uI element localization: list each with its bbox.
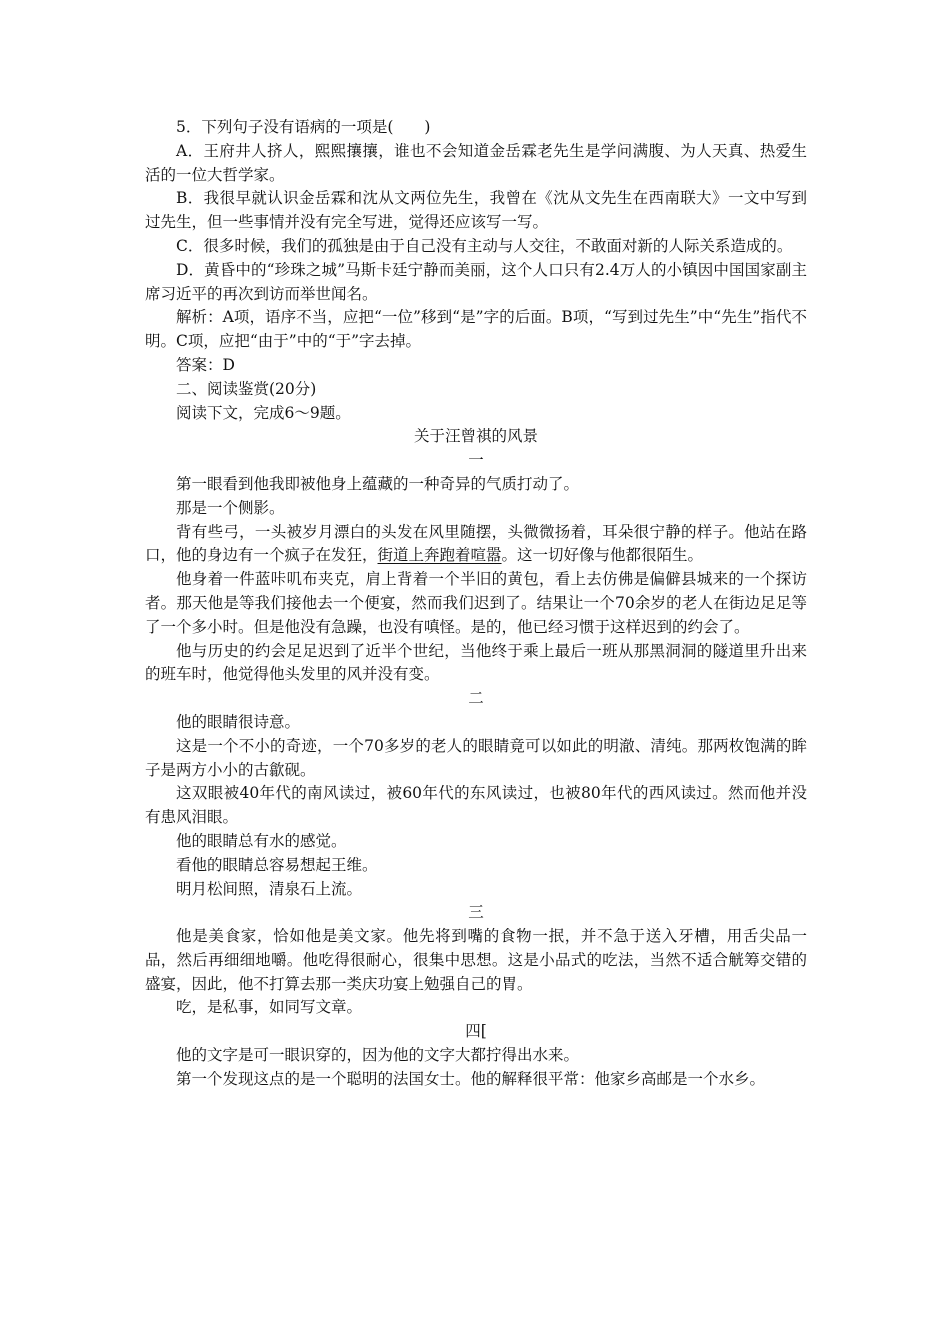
paragraph: 他的眼睛很诗意。 bbox=[176, 712, 301, 731]
question-5-analysis: 解析：A项，语序不当，应把“一位”移到“是”字的后面。B项，“写到过先生”中“先生”指代不明。C项，应把“由于”中的“于”字去掉。 bbox=[145, 308, 807, 351]
paragraph: 这双眼被40年代的南风读过，被60年代的东风读过，也被80年代的西风读过。然而他并没有患风泪眼。 bbox=[145, 784, 807, 827]
part-number: 二 bbox=[468, 689, 484, 708]
paragraph: 第一眼看到他我即被他身上蕴藏的一种奇异的气质打动了。 bbox=[176, 474, 580, 493]
paragraph: 他的文字是可一眼识穿的，因为他的文字大都拧得出水来。 bbox=[176, 1046, 580, 1065]
question-5-option-d: D．黄昏中的“珍珠之城”马斯卡廷宁静而美丽，这个人口只有2.4万人的小镇因中国国家副主席习近平的再次到访而举世闻名。 bbox=[145, 260, 807, 303]
underlined-phrase: 街道上奔跑着喧嚣 bbox=[377, 546, 502, 565]
part-number: 三 bbox=[468, 903, 484, 922]
paragraph bbox=[145, 521, 807, 569]
part-number: 四[ bbox=[465, 1022, 487, 1041]
question-5-option-a: A．王府井人挤人，熙熙攘攘，谁也不会知道金岳霖老先生是学问满腹、为人天真、热爱生活的一位大哲学家。 bbox=[145, 141, 807, 184]
paragraph-text: 背有些弓，一头被岁月漂白的头发在风里随摆，头微微扬着，耳朵很宁静的样子。他站在路口，他的身边有一个疯子在发狂， bbox=[145, 522, 807, 565]
question-5-answer: 答案：D bbox=[176, 355, 235, 374]
section-heading: 二、阅读鉴赏(20分) bbox=[176, 379, 317, 398]
paragraph: 吃，是私事，如同写文章。 bbox=[176, 998, 363, 1017]
paragraph: 这是一个不小的奇迹，一个70多岁的老人的眼睛竟可以如此的明澈、清纯。那两枚饱满的眸子是两方小小的古歙砚。 bbox=[145, 736, 807, 779]
paragraph: 他的眼睛总有水的感觉。 bbox=[176, 831, 347, 850]
reading-instruction: 阅读下文，完成6～9题。 bbox=[176, 403, 351, 422]
article-title: 关于汪曾祺的风景 bbox=[413, 427, 538, 446]
paragraph: 明月松间照，清泉石上流。 bbox=[176, 879, 363, 898]
paragraph: 第一个发现这点的是一个聪明的法国女士。他的解释很平常：他家乡高邮是一个水乡。 bbox=[176, 1069, 766, 1088]
question-5-option-b: B．我很早就认识金岳霖和沈从文两位先生，我曾在《沈从文先生在西南联大》一文中写到过先生，但一些事情并没有完全写进，觉得还应该写一写。 bbox=[145, 189, 807, 232]
paragraph: 那是一个侧影。 bbox=[176, 498, 285, 517]
paragraph: 他与历史的约会足足迟到了近半个世纪，当他终于乘上最后一班从那黑洞洞的隧道里升出来的班车时，他觉得他头发里的风并没有变。 bbox=[145, 641, 807, 684]
paragraph-text: 。这一切好像与他都很陌生。 bbox=[501, 546, 704, 565]
document-content bbox=[145, 116, 807, 1092]
question-5-option-c: C．很多时候，我们的孤独是由于自己没有主动与人交往，不敢面对新的人际关系造成的。 bbox=[176, 236, 793, 255]
paragraph: 他身着一件蓝咔叽布夹克，肩上背着一个半旧的黄包，看上去仿佛是偏僻县城来的一个探访者。那天他是等我们接他去一个便宴，然而我们迟到了。结果让一个70余岁的老人在街边足足等了一个多小时。但是他没有急躁，也没有嗔怪。是的，他已经习惯于这样迟到的约会了。 bbox=[145, 570, 807, 636]
paragraph: 看他的眼睛总容易想起王维。 bbox=[176, 855, 378, 874]
question-5-stem: 5．下列句子没有语病的一项是( ) bbox=[176, 118, 431, 136]
part-number: 一 bbox=[468, 451, 484, 470]
paragraph: 他是美食家，恰如他是美文家。他先将到嘴的食物一抿，并不急于送入牙槽，用舌尖品一品，然后再细细地嚼。他吃得很耐心，很集中思想。这是小品式的吃法，当然不适合觥筹交错的盛宴，因此，他不打算去那一类庆功宴上勉强自己的胃。 bbox=[145, 927, 807, 993]
